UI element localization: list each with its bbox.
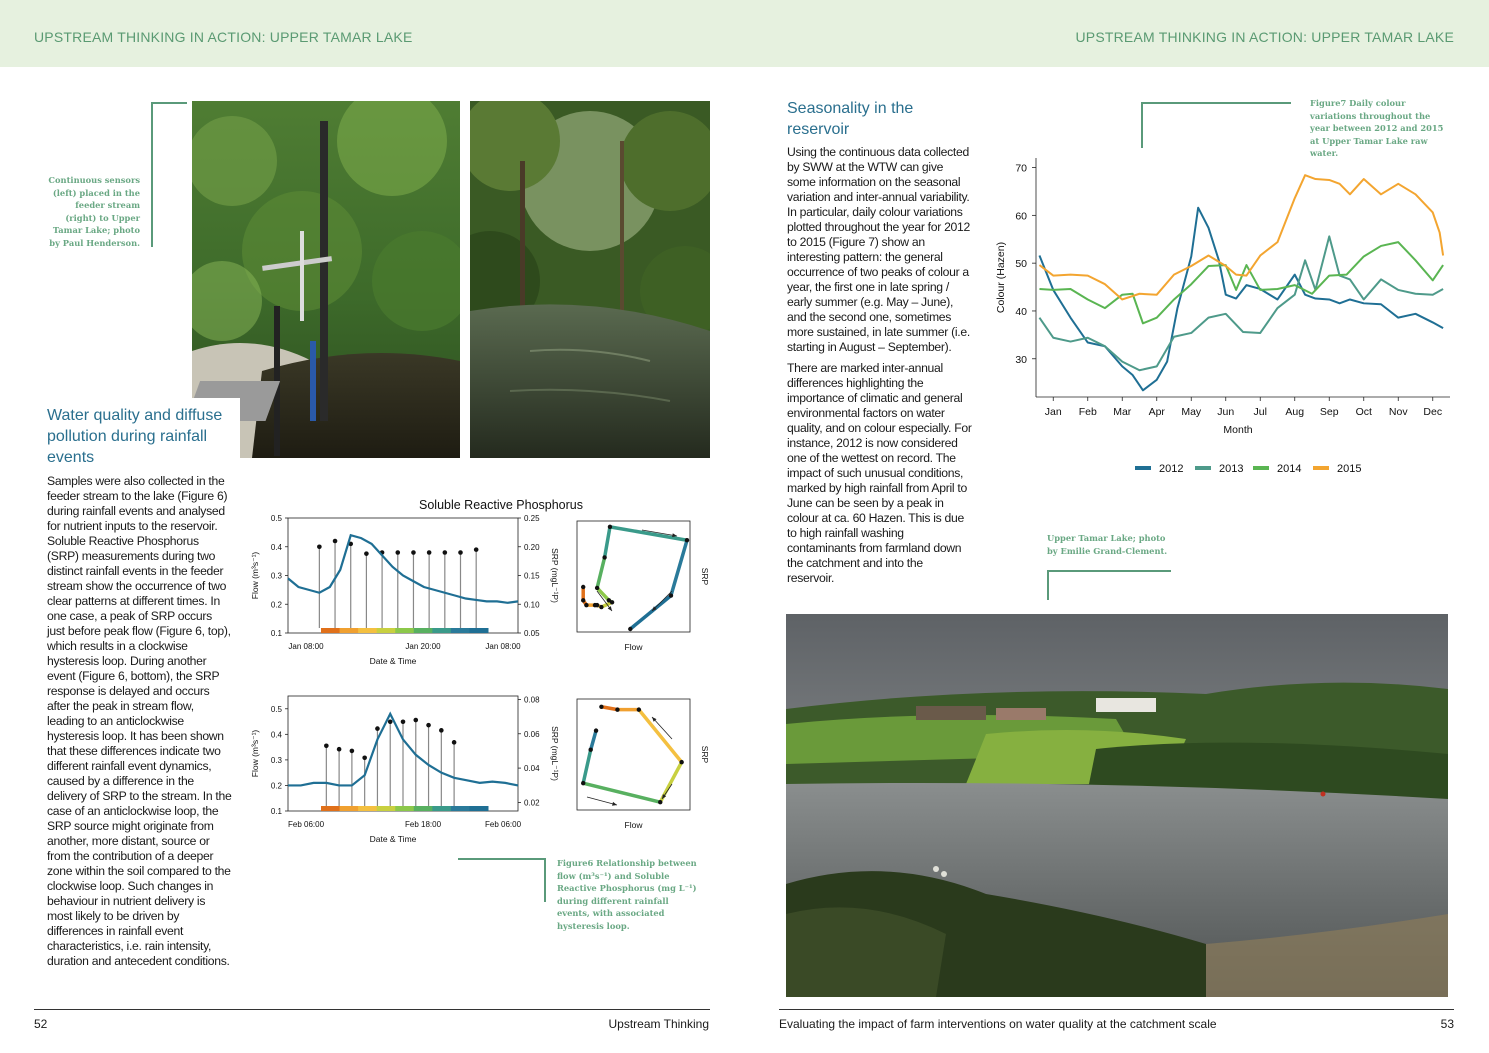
srp-point bbox=[458, 550, 463, 555]
x-tick-label: Aug bbox=[1285, 406, 1305, 418]
time-color-bar-segment bbox=[395, 806, 414, 811]
time-color-bar-segment bbox=[451, 806, 470, 811]
hysteresis-arrowhead bbox=[672, 533, 677, 537]
srp-point bbox=[364, 551, 369, 556]
x-axis-label: Month bbox=[1223, 424, 1253, 436]
y-tick-label: 40 bbox=[1015, 305, 1027, 318]
srp-point bbox=[474, 547, 479, 552]
hysteresis-segment bbox=[583, 750, 590, 783]
lake-photo-caption: Upper Tamar Lake; photo by Emilie Grand-Clement. bbox=[1047, 533, 1168, 556]
section-title-water-quality: Water quality and diffuse pollution during rainfall events bbox=[47, 407, 223, 466]
body-paragraph-2: There are marked inter-annual differences highlighting the importance of climatic and general environmental factors on water quality, and on colour especially. For instance, 2012 is now considered one of the wettest on record. The impact of such unusual conditions, marked by high rainfall from April to June can be seen by a peak in colour at ca. 60 Hazen. This is due to high rainfall washing contaminants from farmland down the catchment and into the reservoir. bbox=[787, 361, 972, 585]
figure7-caption-bracket bbox=[1141, 102, 1291, 148]
hysteresis-point bbox=[581, 781, 585, 785]
hysteresis-segment bbox=[630, 596, 671, 629]
hysteresis-point bbox=[599, 605, 603, 609]
y-tick-label: 0.2 bbox=[270, 600, 282, 610]
legend-label: 2013 bbox=[1219, 463, 1244, 475]
body-paragraph-1: Using the continuous data collected by SWW at the WTW can give some information on the seasonal variation and inter-annual variability. In particular, daily colour variations plotted throughout the year for 2012 to 2015 (Figure 7) show an interesting pattern: the general occurrence of two peaks of colour a year, the first one in late spring / early summer (e.g. May – June), and the second one, sometimes more sustained, in late summer (i.e. starting in August – September). bbox=[787, 145, 970, 354]
hysteresis-point bbox=[607, 598, 611, 602]
figure6-caption-bracket bbox=[458, 858, 546, 902]
body-paragraph: Samples were also collected in the feeder stream to the lake (Figure 6) during rainfall events and analysed for nutrient inputs to the reservoir. Soluble Reactive Phosphorus (SRP) measurements during two distinct rainfall events in the feeder stream show the occurrence of two clear patterns at different times. In one case, a peak of SRP occurs just before peak flow (Figure 6, top), which results in a clockwise hysteresis loop. During another event (Figure 6, bottom), the SRP response is delayed and occurs after the peak in stream flow, leading to an anticlockwise hysteresis loop. It has been shown that these differences indicate two different rainfall event dynamics, caused by a difference in the delivery of SRP to the stream. In the case of an anticlockwise loop, the SRP source might originate from another, more distant, source or from the contribution of a deeper zone within the soil compared to the clockwise loop. Such changes in behaviour in nutrient delivery is most likely to be driven by differences in rainfall event characteristics, i.e. rain intensity, duration and antecedent conditions. bbox=[47, 474, 232, 968]
time-color-bar-segment bbox=[358, 628, 377, 633]
x-axis-label: Date & Time bbox=[369, 834, 417, 844]
section-title-seasonality: Seasonality in the reservoir bbox=[787, 100, 914, 138]
y2-tick-label: 0.05 bbox=[524, 629, 540, 638]
figure6-charts bbox=[240, 490, 720, 850]
x-tick-label: Mar bbox=[1113, 406, 1132, 418]
x-tick-label: Sep bbox=[1319, 406, 1339, 418]
srp-point bbox=[427, 550, 432, 555]
srp-point bbox=[452, 740, 457, 745]
hysteresis-segment bbox=[591, 731, 596, 750]
legend-label: 2015 bbox=[1337, 463, 1362, 475]
hysteresis-point bbox=[608, 525, 612, 529]
chart3-plot bbox=[995, 158, 1450, 475]
time-color-bar-segment bbox=[395, 628, 414, 633]
x-tick-label: Jun bbox=[1217, 406, 1235, 418]
hysteresis-point bbox=[628, 627, 632, 631]
x-tick-label: Apr bbox=[1148, 406, 1165, 418]
hysteresis-y-label: SRP bbox=[700, 745, 710, 764]
hysteresis-point bbox=[589, 748, 593, 752]
time-color-bar-segment bbox=[432, 628, 451, 633]
lake-photo bbox=[786, 614, 1448, 997]
hysteresis-point bbox=[584, 603, 588, 607]
legend-label: 2012 bbox=[1159, 463, 1184, 475]
hysteresis-point bbox=[685, 538, 689, 542]
y2-tick-label: 0.04 bbox=[524, 764, 540, 774]
figure7-caption: Figure7 Daily colour variations throughout the year between 2012 and 2015 at Upper Tamar Lake raw water. bbox=[1310, 98, 1444, 158]
hysteresis-x-label: Flow bbox=[624, 820, 643, 830]
time-color-bar-segment bbox=[469, 628, 488, 633]
hysteresis-point bbox=[679, 760, 683, 764]
x-tick-label: Jan 08:00 bbox=[288, 642, 324, 651]
hysteresis-segment bbox=[601, 707, 617, 710]
y2-tick-label: 0.20 bbox=[524, 542, 540, 552]
x-axis-label: Date & Time bbox=[369, 656, 417, 666]
srp-point bbox=[439, 728, 444, 733]
hysteresis-point bbox=[595, 603, 599, 607]
y-tick-label: 0.4 bbox=[270, 730, 282, 740]
y-tick-label: 30 bbox=[1015, 353, 1027, 366]
srp-point bbox=[401, 719, 406, 724]
footer-title-left: Upstream Thinking bbox=[608, 1017, 709, 1031]
hysteresis-segment bbox=[639, 710, 682, 763]
hysteresis-x-label: Flow bbox=[624, 642, 643, 652]
time-color-bar-segment bbox=[321, 806, 340, 811]
hysteresis-arrowhead bbox=[608, 606, 612, 611]
chart1-title: Soluble Reactive Phosphorus bbox=[419, 498, 583, 512]
y2-axis-label: SRP (mgL⁻¹P) bbox=[550, 726, 560, 781]
legend-label: 2014 bbox=[1277, 463, 1302, 475]
time-color-bar-segment bbox=[432, 806, 451, 811]
srp-point bbox=[333, 539, 338, 544]
time-color-bar-segment bbox=[414, 628, 433, 633]
figure7-chart bbox=[990, 150, 1460, 490]
y-tick-label: 0.2 bbox=[270, 781, 282, 791]
y-axis-label: Colour (Hazen) bbox=[995, 241, 1007, 314]
srp-point bbox=[337, 747, 342, 752]
hysteresis-point bbox=[594, 728, 598, 732]
time-color-bar-segment bbox=[451, 628, 470, 633]
srp-point bbox=[413, 718, 418, 723]
x-tick-label: Feb 06:00 bbox=[484, 820, 522, 829]
x-tick-label: Jan 20:00 bbox=[405, 642, 441, 651]
x-tick-label: Nov bbox=[1388, 406, 1408, 418]
time-color-bar-segment bbox=[358, 806, 377, 811]
hysteresis-point bbox=[581, 585, 585, 589]
x-tick-label: May bbox=[1181, 406, 1202, 418]
y2-tick-label: 0.08 bbox=[524, 695, 540, 705]
x-tick-label: Feb bbox=[1078, 406, 1097, 418]
y-tick-label: 0.5 bbox=[270, 704, 282, 714]
y2-tick-label: 0.06 bbox=[524, 729, 540, 739]
flow-line bbox=[288, 535, 518, 603]
header-right: UPSTREAM THINKING IN ACTION: UPPER TAMAR LAKE bbox=[1075, 29, 1454, 45]
time-color-bar-segment bbox=[377, 628, 396, 633]
srp-point bbox=[388, 719, 393, 724]
y-axis-label: Flow (m³s⁻¹) bbox=[250, 729, 260, 778]
stream-photo bbox=[470, 101, 710, 458]
hysteresis-point bbox=[602, 555, 606, 559]
body-text-water-quality bbox=[47, 474, 232, 975]
y-tick-label: 0.3 bbox=[270, 571, 282, 581]
time-color-bar-segment bbox=[321, 628, 340, 633]
x-tick-label: Jan 08:00 bbox=[485, 642, 521, 651]
srp-point bbox=[362, 755, 367, 760]
hysteresis-arrow bbox=[587, 797, 617, 805]
hysteresis-point bbox=[615, 707, 619, 711]
footer-rule-left bbox=[34, 1009, 710, 1010]
y-tick-label: 0.3 bbox=[270, 755, 282, 765]
chart1-hysteresis bbox=[577, 521, 710, 652]
figure6-caption: Figure6 Relationship between flow (m³s⁻¹) and Soluble Reactive Phosphorus (mg L⁻¹) during different rainfall events, with associated hysteresis loop. bbox=[557, 858, 697, 931]
time-color-bar-segment bbox=[340, 806, 359, 811]
x-tick-label: Feb 18:00 bbox=[404, 820, 442, 829]
time-color-bar-segment bbox=[414, 806, 433, 811]
hysteresis-point bbox=[599, 705, 603, 709]
hysteresis-segment bbox=[671, 540, 687, 595]
header-left: UPSTREAM THINKING IN ACTION: UPPER TAMAR LAKE bbox=[34, 29, 413, 45]
page-header bbox=[0, 0, 1489, 67]
x-tick-label: Feb 06:00 bbox=[287, 820, 325, 829]
srp-point bbox=[443, 550, 448, 555]
hysteresis-point bbox=[581, 598, 585, 602]
y-tick-label: 50 bbox=[1015, 258, 1027, 271]
photo-caption: Continuous sensors (left) placed in the feeder stream (right) to Upper Tamar Lake; photo by Paul Henderson. bbox=[48, 175, 140, 248]
y-axis-label: Flow (m³s⁻¹) bbox=[250, 551, 260, 600]
hysteresis-segment bbox=[610, 527, 687, 540]
y2-axis-label: SRP (mgL⁻¹P) bbox=[550, 548, 560, 603]
series-line-2013 bbox=[1039, 236, 1443, 370]
y-tick-label: 0.1 bbox=[270, 629, 282, 638]
y2-tick-label: 0.02 bbox=[524, 798, 540, 808]
srp-point bbox=[324, 743, 329, 748]
time-color-bar-segment bbox=[377, 806, 396, 811]
x-tick-label: Dec bbox=[1423, 406, 1443, 418]
srp-point bbox=[317, 544, 322, 549]
footer-page-right: 53 bbox=[1440, 1017, 1454, 1031]
srp-point bbox=[350, 749, 355, 754]
time-color-bar-segment bbox=[340, 628, 359, 633]
time-color-bar-segment bbox=[469, 806, 488, 811]
footer-rule-right bbox=[779, 1009, 1454, 1010]
hysteresis-y-label: SRP bbox=[700, 567, 710, 586]
hysteresis-frame bbox=[577, 699, 690, 810]
y2-tick-label: 0.15 bbox=[524, 571, 540, 581]
hysteresis-segment bbox=[605, 527, 610, 558]
hysteresis-segment bbox=[597, 557, 604, 588]
series-line-2012 bbox=[1039, 208, 1443, 391]
hysteresis-point bbox=[595, 586, 599, 590]
y2-tick-label: 0.25 bbox=[524, 514, 540, 523]
srp-point bbox=[411, 550, 416, 555]
y-tick-label: 0.4 bbox=[270, 542, 282, 552]
srp-point bbox=[426, 723, 431, 728]
photo-caption-bracket bbox=[151, 102, 187, 247]
srp-point bbox=[395, 550, 400, 555]
hysteresis-point bbox=[637, 707, 641, 711]
chart2-hysteresis bbox=[577, 699, 710, 830]
x-tick-label: Jul bbox=[1253, 406, 1267, 418]
y-tick-label: 0.5 bbox=[270, 514, 282, 523]
y-tick-label: 70 bbox=[1015, 162, 1027, 175]
y2-tick-label: 0.10 bbox=[524, 600, 540, 610]
footer-page-left: 52 bbox=[34, 1017, 48, 1031]
chart2-plot bbox=[250, 695, 560, 844]
y-tick-label: 0.1 bbox=[270, 807, 282, 816]
hysteresis-point bbox=[658, 800, 662, 804]
x-tick-label: Jan bbox=[1044, 406, 1062, 418]
srp-point bbox=[375, 726, 380, 731]
chart1-plot bbox=[250, 514, 560, 666]
x-tick-label: Oct bbox=[1355, 406, 1372, 418]
lake-caption-bracket bbox=[1047, 570, 1171, 600]
footer-title-right: Evaluating the impact of farm interventions on water quality at the catchment scale bbox=[779, 1017, 1217, 1031]
body-text-seasonality bbox=[787, 145, 972, 592]
y-tick-label: 60 bbox=[1015, 210, 1027, 223]
